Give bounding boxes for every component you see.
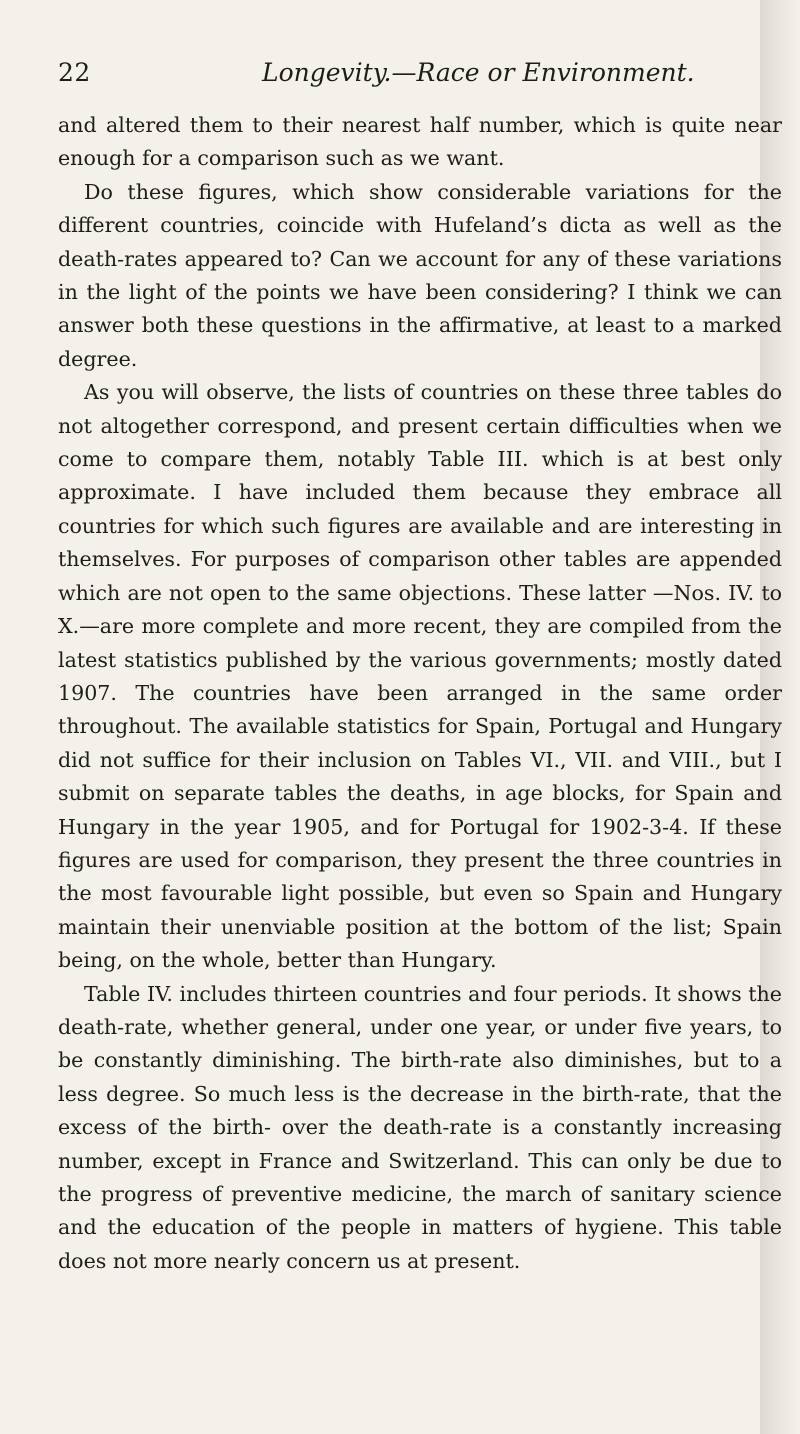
body-text: [58, 109, 782, 1278]
paragraph-tables-comparison: As you will observe, the lists of countries on these three tables do not altogether correspond, and present certain difficulties when we come to compare them, notably Table III. which is at best only approximate. I have included them because they embrace all countries for which such figures are available and are interesting in themselves. For purposes of comparison other tables are appended which are not open to the same objections. These latter —Nos. IV. to X.—are more complete and more recent, they are compiled from the latest statistics published by the various governments; mostly dated 1907. The countries have been arranged in the same order throughout. The available statistics for Spain, Portugal and Hungary did not suffice for their inclusion on Tables VI., VII. and VIII., but I submit on separate tables the deaths, in age blocks, for Spain and Hungary in the year 1905, and for Portugal for 1902-3-4. If these figures are used for comparison, they present the three countries in the most favourable light possible, but even so Spain and Hungary maintain their unenviable position at the bottom of the list; Spain being, on the whole, better than Hungary.: [58, 380, 782, 973]
page-number: 22: [58, 58, 91, 87]
paragraph-hufeland-question: Do these figures, which show considerable variations for the different countries, coincide with Hufeland’s dicta as well as the death-rates appeared to? Can we account for any of these variations in the light of the points we have been considering? I think we can answer both these questions in the affirmative, at least to a marked degree.: [58, 179, 782, 371]
paragraph-continuation: and altered them to their nearest half number, which is quite near enough for a comparison such as we want.: [58, 113, 782, 171]
running-head: [58, 58, 758, 98]
running-title: Longevity.—Race or Environment.: [262, 58, 695, 87]
paragraph-table-iv: Table IV. includes thirteen countries and four periods. It shows the death-rate, whether general, under one year, or under five years, to be constantly diminishing. The birth-rate also diminishes, but to a less degree. So much less is the decrease in the birth-rate, that the excess of the birth- over the death-rate is a constantly increasing number, except in France and Switzerland. This can only be due to the progress of preventive medicine, the march of sanitary science and the education of the people in matters of hygiene. This table does not more nearly concern us at present.: [58, 981, 782, 1273]
